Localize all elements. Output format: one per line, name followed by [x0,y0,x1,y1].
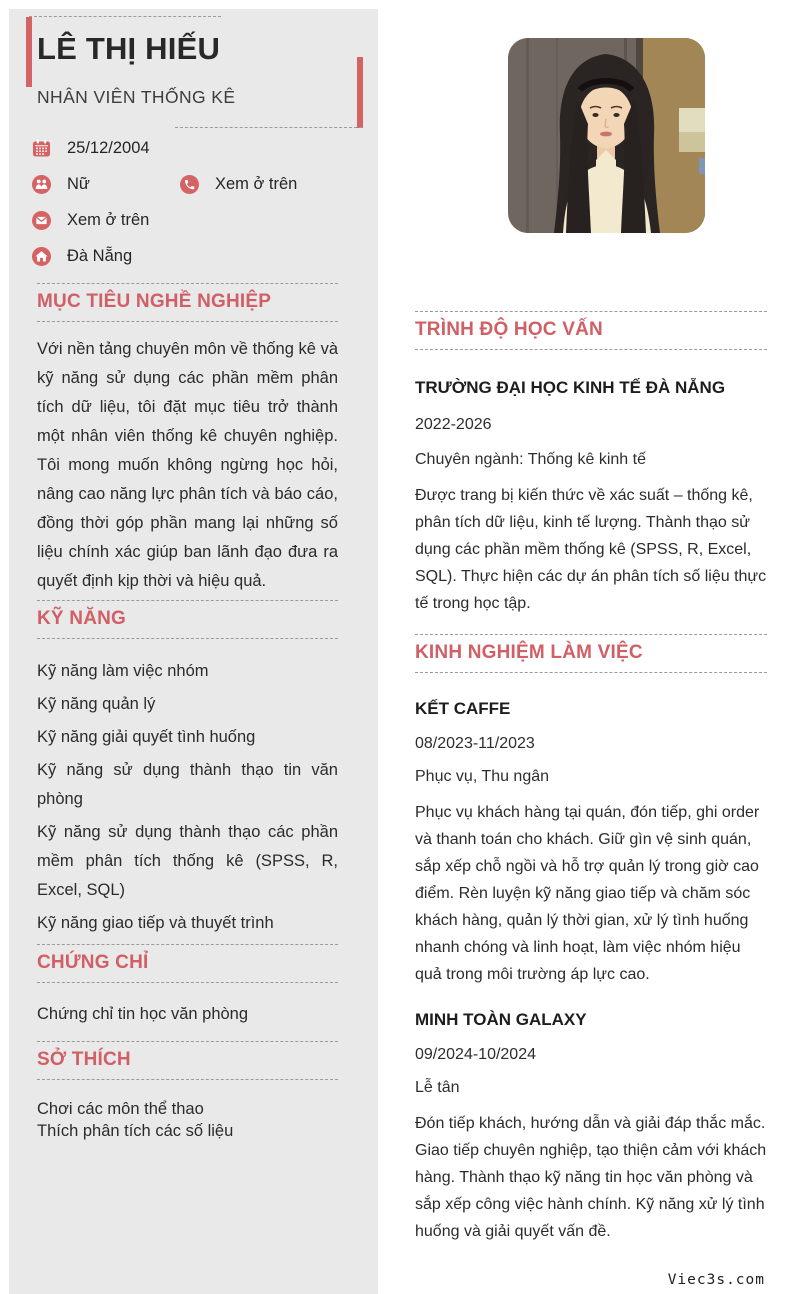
profile-photo-illustration [508,38,705,233]
home-icon [32,247,51,266]
objective-body: Với nền tảng chuyên môn về thống kê và kỹ năng sử dụng các phần mềm phân tích dữ liệu, tôi đặt mục tiêu trở thành một nhân viên thống kê chuyên nghiệp. Tôi mong muốn không ngừng học hỏi, nâng cao năng lực phân tích và báo cáo, đồng thời góp phần mang lại những số liệu chính xác giúp ban lãnh đạo đưa ra quyết định kịp thời và hiệu quả. [37,340,338,590]
job-company: KẾT CAFFE [415,699,511,718]
job-entry [415,699,767,988]
phone-icon [180,175,199,194]
site-watermark: Viec3s.com [667,1272,765,1288]
contact-cell-phone [180,175,297,194]
profile-photo [508,38,705,233]
gender-value: Nữ [67,175,90,193]
job-entry [415,1010,767,1245]
mail-icon [32,211,51,230]
candidate-job-title: NHÂN VIÊN THỐNG KÊ [37,87,236,107]
education-description: Được trang bị kiến thức về xác suất – thống kê, phân tích dữ liệu, kinh tế lượng. Thành thạo sử dụng các phần mềm thống kê (SPSS, R, Excel, SQL). Thực hiện các dự án phân tích số liệu thực tế trong học tập. [415,487,767,612]
phone-value: Xem ở trên [215,175,298,193]
job-period: 08/2023-11/2023 [415,735,535,752]
education-heading: TRÌNH ĐỘ HỌC VẤN [415,311,767,350]
section-experience [415,634,767,1245]
section-hobbies [37,1041,338,1142]
skill-item: Kỹ năng quản lý [37,695,156,713]
sidebar [9,9,378,1294]
objective-heading: MỤC TIÊU NGHỀ NGHIỆP [37,283,338,322]
contact-info [32,139,338,266]
hobbies-heading: SỞ THÍCH [37,1041,338,1080]
skill-item: Kỹ năng giao tiếp và thuyết trình [37,914,274,932]
experience-heading: KINH NGHIỆM LÀM VIỆC [415,634,767,673]
header-left-accent-bar [26,17,32,87]
section-objective [37,283,338,596]
main-column [415,0,767,1245]
skills-heading: KỸ NĂNG [37,600,338,639]
education-period: 2022-2026 [415,416,492,433]
skill-item: Kỹ năng sử dụng thành thạo tin văn phòng [37,761,338,808]
name-header [37,9,338,139]
skill-item: Kỹ năng làm việc nhóm [37,662,209,680]
hobby-item: Thích phân tích các số liệu [37,1122,234,1140]
header-top-dash [29,16,221,17]
section-education [415,311,767,617]
education-school: TRƯỜNG ĐẠI HỌC KINH TẾ ĐÀ NẴNG [415,378,726,397]
job-description: Đón tiếp khách, hướng dẫn và giải đáp thắc mắc. Giao tiếp chuyên nghiệp, tạo thiện cảm với khách hàng. Thành thạo kỹ năng tin học văn phòng và sắp xếp công việc hành chính. Kỹ năng xử lý tình huống và giải quyết vấn đề. [415,1115,767,1240]
contact-row-address [32,247,338,266]
job-period: 09/2024-10/2024 [415,1046,536,1063]
contact-row-gender-phone [32,175,338,194]
header-right-accent-bar [357,57,363,128]
email-value: Xem ở trên [67,211,150,229]
job-description: Phục vụ khách hàng tại quán, đón tiếp, ghi order và thanh toán cho khách. Giữ gìn vệ sinh quán, sắp xếp chỗ ngồi và hỗ trợ quản lý trong giờ cao điểm. Rèn luyện kỹ năng giao tiếp và chăm sóc khách hàng, quản lý thời gian, xử lý tình huống nhanh chóng và linh hoạt, làm việc nhóm hiệu quả trong môi trường áp lực cao. [415,804,760,983]
contact-row-dob [32,139,338,158]
section-skills [37,600,338,938]
education-major: Chuyên ngành: Thống kê kinh tế [415,451,646,468]
dob-value: 25/12/2004 [67,139,150,157]
skill-item: Kỹ năng sử dụng thành thạo các phần mềm phân tích thống kê (SPSS, R, Excel, SQL) [37,823,338,899]
job-role: Phục vụ, Thu ngân [415,768,550,785]
hobby-item: Chơi các môn thể thao [37,1100,204,1118]
job-company: MINH TOÀN GALAXY [415,1010,587,1029]
section-certificates [37,944,338,1025]
skill-item: Kỹ năng giải quyết tình huống [37,728,256,746]
contact-cell-gender [32,175,180,194]
candidate-name: LÊ THỊ HIẾU [37,31,221,66]
contact-row-email [32,211,338,230]
address-value: Đà Nẵng [67,247,133,265]
certificates-heading: CHỨNG CHỈ [37,944,338,983]
certificate-item: Chứng chỉ tin học văn phòng [37,1005,249,1023]
people-icon [32,175,51,194]
header-bottom-dash [175,127,362,128]
calendar-icon [32,139,51,158]
job-role: Lễ tân [415,1079,460,1096]
